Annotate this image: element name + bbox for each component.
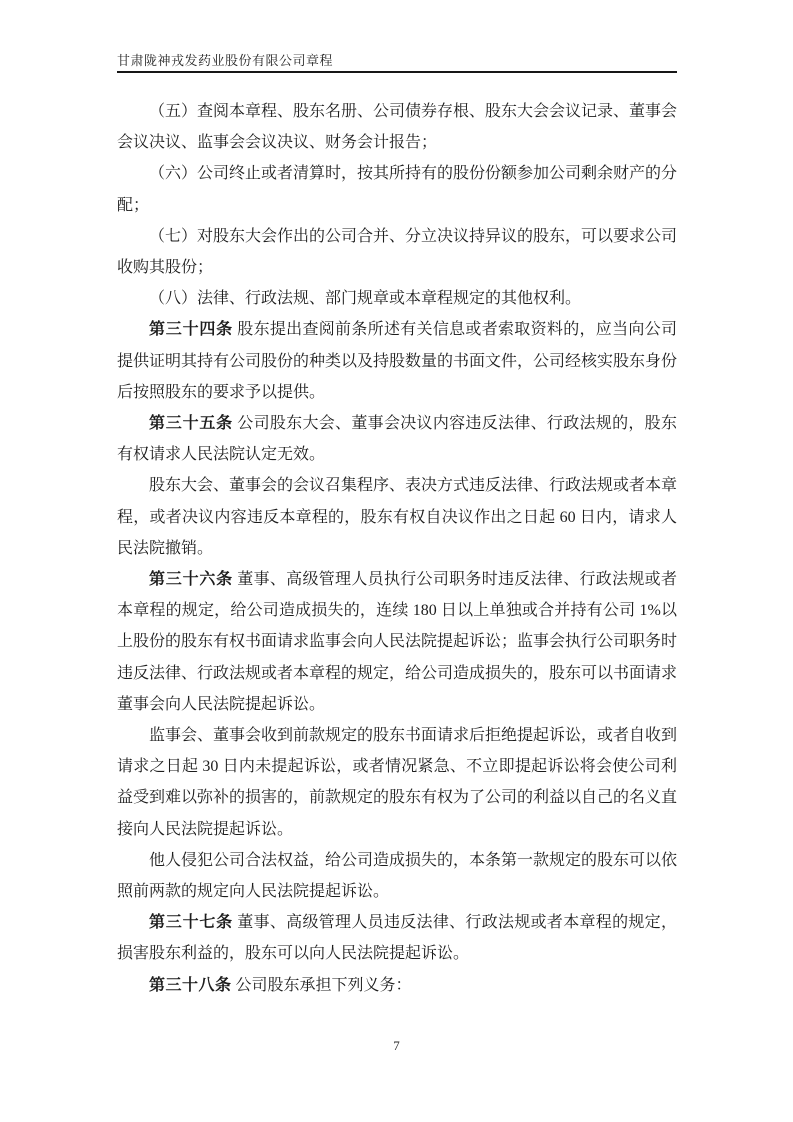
paragraph: 股东大会、董事会的会议召集程序、表决方式违反法律、行政法规或者本章程，或者决议内容违反本章程的，股东有权自决议作出之日起 60 日内，请求人民法院撤销。 (117, 477, 678, 557)
article-number: 第三十五条 (149, 415, 233, 433)
paragraph: 第三十四条 股东提出查阅前条所述有关信息或者索取资料的，应当向公司提供证明其持有公司股份的种类以及持股数量的书面文件，公司经核实股东身份后按照股东的要求予以提供。 (117, 321, 678, 401)
document-body (117, 96, 677, 1001)
paragraph: （七）对股东大会作出的公司合并、分立决议持异议的股东，可以要求公司收购其股份； (117, 227, 678, 277)
article-number: 第三十八条 (149, 976, 232, 994)
paragraph: （八）法律、行政法规、部门规章或本章程规定的其他权利。 (149, 290, 582, 308)
paragraph: 第三十五条 公司股东大会、董事会决议内容违反法律、行政法规的，股东有权请求人民法院认定无效。 (117, 415, 677, 464)
header-title: 甘肃陇神戎发药业股份有限公司章程 (117, 53, 334, 68)
paragraph: （五）查阅本章程、股东名册、公司债券存根、股东大会会议记录、董事会会议决议、监事会会议决议、财务会计报告； (117, 103, 678, 152)
article-number: 第三十六条 (149, 571, 233, 589)
paragraph: （六）公司终止或者清算时，按其所持有的股份份额参加公司剩余财产的分配； (117, 165, 678, 214)
paragraph: 第三十七条 董事、高级管理人员违反法律、行政法规或者本章程的规定，损害股东利益的，股东可以向人民法院提起诉讼。 (117, 914, 677, 963)
page-footer (0, 1038, 793, 1054)
paragraph: 监事会、董事会收到前款规定的股东书面请求后拒绝提起诉讼，或者自收到请求之日起 30 日内未提起诉讼，或者情况紧急、不立即提起诉讼将会使公司利益受到难以弥补的损害的，前款规定的股东有权为了公司的利益以自己的名义直接向人民法院提起诉讼。 (117, 727, 678, 838)
article-number: 第三十七条 (149, 914, 233, 932)
page-number: 7 (393, 1038, 400, 1053)
paragraph: 第三十八条 公司股东承担下列义务： (149, 976, 412, 994)
paragraph: 他人侵犯公司合法权益，给公司造成损失的，本条第一款规定的股东可以依照前两款的规定向人民法院提起诉讼。 (117, 851, 678, 901)
paragraph: 第三十六条 董事、高级管理人员执行公司职务时违反法律、行政法规或者本章程的规定，给公司造成损失的，连续 180 日以上单独或合并持有公司 1%以上股份的股东有权书面请求监事会向人民法院提起诉讼；监事会执行公司职务时违反法律、行政法规或者本章程的规定，给公司造成损失的，股东可以书面请求董事会向人民法院提起诉讼。 (117, 571, 678, 713)
article-number: 第三十四条 (149, 321, 233, 339)
document-header (117, 53, 677, 73)
